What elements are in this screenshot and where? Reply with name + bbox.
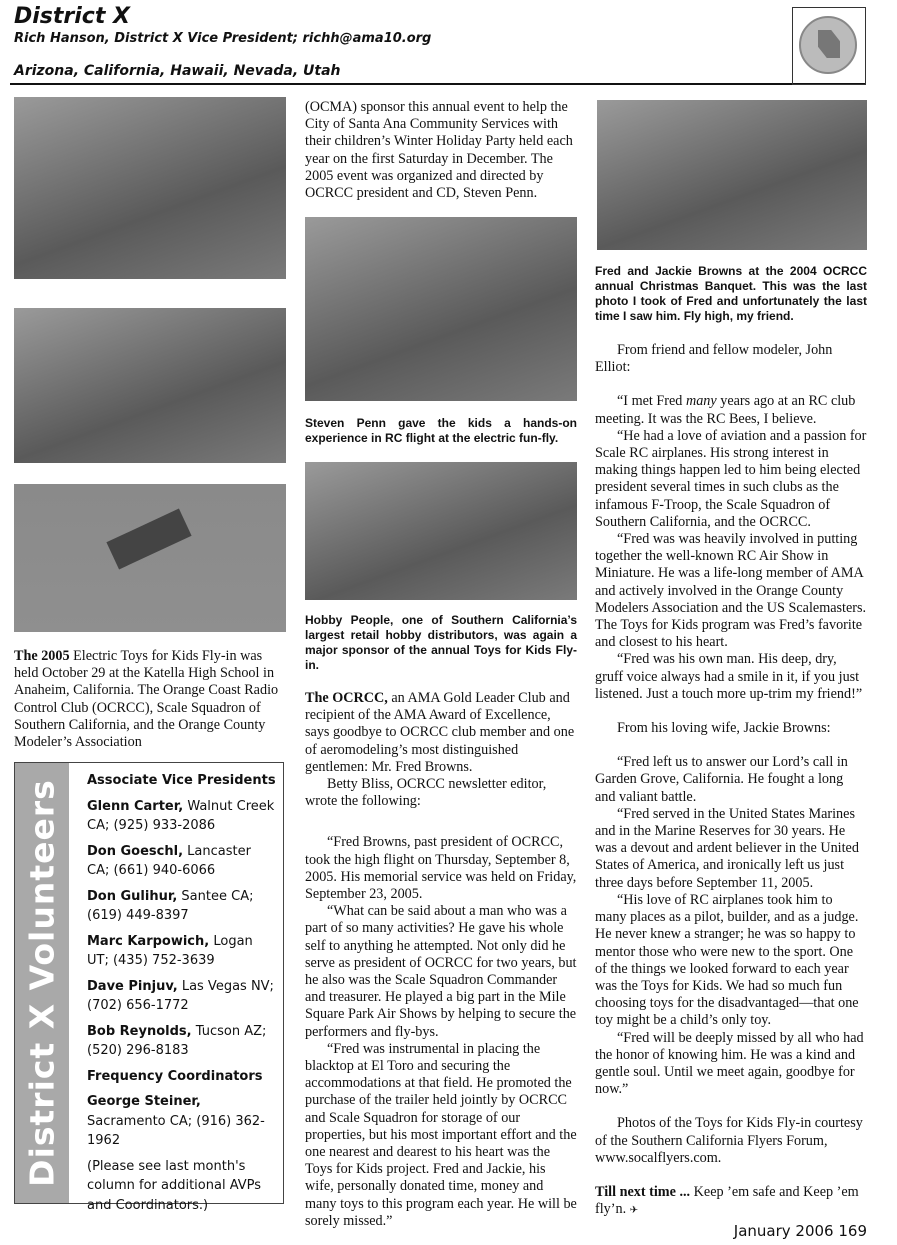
volunteer-name: Bob Reynolds, [87, 1023, 192, 1039]
body-text: From friend and fellow modeler, John Elliot: [595, 342, 833, 376]
district-logo-box [792, 7, 866, 85]
col1-text [14, 648, 286, 751]
volunteer-item [87, 797, 277, 836]
text-run: years ago at an RC club meeting. It was the RC Bees, I believe. [595, 393, 856, 427]
author-line: Rich Hanson, District X Vice President; richh@ama10.org [14, 31, 432, 46]
photo-caption: Steven Penn gave the kids a hands-on experience in RC flight at the electric fun-fly. [305, 416, 577, 445]
browns-photo [597, 100, 867, 250]
lead-in: The OCRCC, [305, 690, 388, 706]
volunteer-info: Santee CA; (619) 449-8397 [87, 888, 254, 923]
volunteer-item [87, 1022, 277, 1061]
photo-caption: Fred and Jackie Browns at the 2004 OCRCC annual Christmas Banquet. This was the last photo I took of Fred and unfortunately the last time I saw him. Fly high, my friend. [595, 264, 867, 323]
photo-caption: Hobby People, one of Southern California’s largest retail hobby distributors, was again a major sponsor of the annual Toys for Kids Fly-in. [305, 613, 577, 672]
aerial-photo [14, 97, 286, 279]
page-footer: January 2006 169 [733, 1222, 867, 1240]
volunteer-info: Las Vegas NV; (702) 656-1772 [87, 978, 274, 1013]
volunteer-name: Dave Pinjuv, [87, 978, 178, 994]
body-text: an AMA Gold Leader Club and recipient of the AMA Award of Excellence, says goodbye to OCRCC club member and one of aeromodeling’s most distinguished gentlemen: Mr. Fred Browns. [305, 690, 575, 775]
page-title: District X [14, 4, 130, 29]
col3-body [595, 342, 867, 1219]
body-text: “Fred served in the United States Marines and in the Marine Reserves for 30 years. He was a devout and ardent believer in the United States of America, and ironically left us just three days before September 11, 2005. [595, 805, 859, 891]
section-heading: Associate Vice Presidents [87, 773, 276, 788]
volunteer-info: Sacramento CA; (916) 362-1962 [87, 1113, 265, 1148]
plane-in-sky-photo [14, 484, 286, 632]
lead-in: The 2005 [14, 648, 70, 664]
volunteer-item [87, 842, 277, 881]
lead-in: Till next time ... [595, 1183, 691, 1200]
volunteers-list [87, 771, 277, 1221]
body-text [595, 393, 867, 427]
volunteer-info: Logan UT; (435) 752-3639 [87, 933, 253, 968]
header-rule [10, 83, 866, 85]
planes-photo [14, 308, 286, 463]
volunteer-item [87, 932, 277, 971]
col2-body [305, 690, 577, 1230]
body-text: “What can be said about a man who was a part of so many activities? He gave his whole self to anything he attempted. Not only did he serve as president of OCRCC for two years, but he also was the Scale Squadron Commander and treasurer. He played a big part in the Mile Square Park Air Shows by helping to secure the performers and fly-bys. [305, 903, 577, 1040]
col2-intro [305, 99, 577, 202]
body-text: Keep ’em safe and Keep ’em fly’n. [595, 1183, 859, 1218]
body-text: “Fred Browns, past president of OCRCC, took the high flight on Thursday, September 8, 2005. His memorial service was held on Friday, September 23, 2005. [305, 834, 577, 903]
volunteer-name: George Steiner, [87, 1094, 201, 1109]
body-text: “He had a love of aviation and a passion for Scale RC airplanes. His strong interest in making things happen led to him being elected president several times in such clubs as the infamous F-Troop, the Scale Squadron of Southern California, and the OCRCC. [595, 427, 867, 530]
volunteer-name: Marc Karpowich, [87, 933, 210, 949]
district-seal-logo [799, 16, 857, 74]
volunteer-info: Tucson AZ; (520) 296-8183 [87, 1023, 267, 1058]
body-text: “Fred left us to answer our Lord’s call in Garden Grove, California. He fought a long and valiant battle. [595, 754, 848, 805]
volunteer-name: Don Gulihur, [87, 888, 178, 904]
volunteer-item [87, 977, 277, 1016]
volunteer-info: Lancaster CA; (661) 940-6066 [87, 843, 251, 878]
volunteers-note: (Please see last month's column for additional AVPs and Coordinators.) [87, 1158, 262, 1213]
volunteer-item [87, 887, 277, 926]
states-line: Arizona, California, Hawaii, Nevada, Utah [14, 63, 341, 79]
body-text: “Fred was his own man. His deep, dry, gruff voice always had a smile in it, if you just listened. Just a touch more up-trim my friend!” [595, 651, 863, 702]
body-text: (OCMA) sponsor this annual event to help the City of Santa Ana Community Services with their children’s Winter Holiday Party held each year on the first Saturday in December. The 2005 event was organized and directed by OCRCC president and CD, Steven Penn. [305, 99, 573, 202]
text-run: “I met Fred [617, 393, 686, 410]
body-text: “Fred will be deeply missed by all who had the honor of knowing him. He was a kind and gentle soul. Until we meet again, goodbye for now.” [595, 1029, 864, 1098]
body-text: “Fred was was heavily involved in putting together the well-known RC Air Show in Miniature. He was a life-long member of AMA and actively involved in the Orange County Modelers Association and the US Scalemasters. The Toys for Kids program was Fred’s favorite and closest to his heart. [595, 531, 867, 651]
volunteer-name: Don Goeschl, [87, 843, 184, 859]
ama-wings-icon: ✈ [629, 1205, 639, 1217]
volunteers-box [14, 762, 284, 1213]
body-text: “Fred was instrumental in placing the blacktop at El Toro and securing the accommodations at that field. He promoted the purchase of the trailer held jointly by OCRCC and Scale Squadron for storage of our properties, but his most important effort and the one nearest and dearest to his heart was the Toys for Kids project. Fred and Jackie, his wife, personally donated time, money and many toys to this program each year. He will be sorely missed.” [305, 1040, 577, 1229]
volunteers-band-label: District X Volunteers [22, 779, 62, 1187]
volunteer-name: Glenn Carter, [87, 798, 184, 814]
body-text: From his loving wife, Jackie Browns: [617, 720, 831, 737]
volunteer-item [87, 1092, 277, 1151]
emphasis: many [685, 393, 717, 410]
section-heading: Frequency Coordinators [87, 1068, 263, 1084]
body-text: Electric Toys for Kids Fly-in was held October 29 at the Katella High School in Anaheim, California. The Orange Coast Radio Control Club (OCRCC), Scale Squadron of Southern California, and the Orange County Modeler’s Association [14, 648, 279, 751]
body-text: Photos of the Toys for Kids Fly-in courtesy of the Southern California Flyers Forum, www.socalflyers.com. [595, 1115, 863, 1166]
body-text: “His love of RC airplanes took him to many places as a pilot, builder, and as a judge. He never knew a stranger; he was so happy to mentor those who were new to the sport. One of the things we looked forward to each year was the Toys for Kids. We had so much fun choosing toys for the disadvantaged—that one toy might be a child’s only toy. [595, 891, 859, 1029]
body-text: Betty Bliss, OCRCC newsletter editor, wrote the following: [305, 776, 547, 810]
volunteer-info: Walnut Creek CA; (925) 933-2086 [87, 798, 275, 833]
steven-penn-photo [305, 217, 577, 401]
volunteers-band [15, 763, 69, 1203]
hobby-people-photo [305, 462, 577, 600]
